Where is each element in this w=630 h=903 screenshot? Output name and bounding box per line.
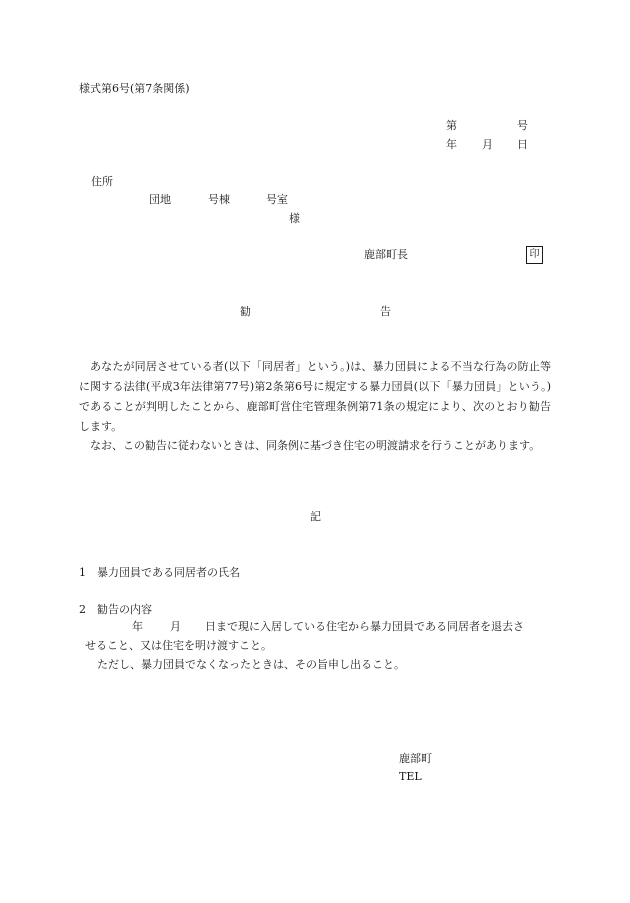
address-label: 住所 [91, 175, 113, 188]
item-2-line-1: 日まで現に入居している住宅から暴力団員である同居者を退去さ [205, 620, 524, 633]
form-label: 様式第6号(第7条関係) [79, 82, 190, 95]
date-day: 日 [517, 138, 528, 151]
item-2-month: 月 [170, 620, 181, 633]
ki-heading: 記 [310, 510, 321, 523]
address-building: 号棟 [208, 193, 230, 206]
item-2-heading: 2 勧告の内容 [79, 603, 152, 616]
body-paragraph-1: あなたが同居させている者(以下「同居者」という。)は、暴力団員による不当な行為の防止等に関する法律(平成3年法律第77号)第2条第6号に規定する暴力団員(以下「暴力団員」という。)であることが判明したことから、鹿部町営住宅管理条例第71条の規定により、次のとおり勧告します。 [79, 360, 551, 433]
title-koku: 告 [380, 305, 391, 318]
address-honorific: 様 [289, 212, 300, 225]
body-paragraph-2: なお、この勧告に従わないときは、同条例に基づき住宅の明渡請求を行うことがあります。 [90, 439, 541, 452]
address-danchi: 団地 [149, 193, 171, 206]
address-room: 号室 [266, 193, 288, 206]
item-2-line-3: ただし、暴力団員でなくなったときは、その旨申し出ること。 [97, 658, 405, 671]
footer-tel: TEL [399, 770, 422, 783]
date-year: 年 [446, 138, 457, 151]
doc-number-suffix: 号 [517, 119, 528, 132]
item-2-line-2: せること、又は住宅を明け渡すこと。 [85, 639, 272, 652]
footer-office: 鹿部町 [399, 752, 432, 765]
doc-number-prefix: 第 [446, 119, 457, 132]
date-month: 月 [482, 138, 493, 151]
seal-mark: 印 [526, 246, 543, 264]
item-1: 1 暴力団員である同居者の氏名 [79, 566, 240, 579]
item-2-year: 年 [132, 620, 143, 633]
issuer-name: 鹿部町長 [364, 248, 408, 261]
title-kan: 勧 [240, 305, 251, 318]
